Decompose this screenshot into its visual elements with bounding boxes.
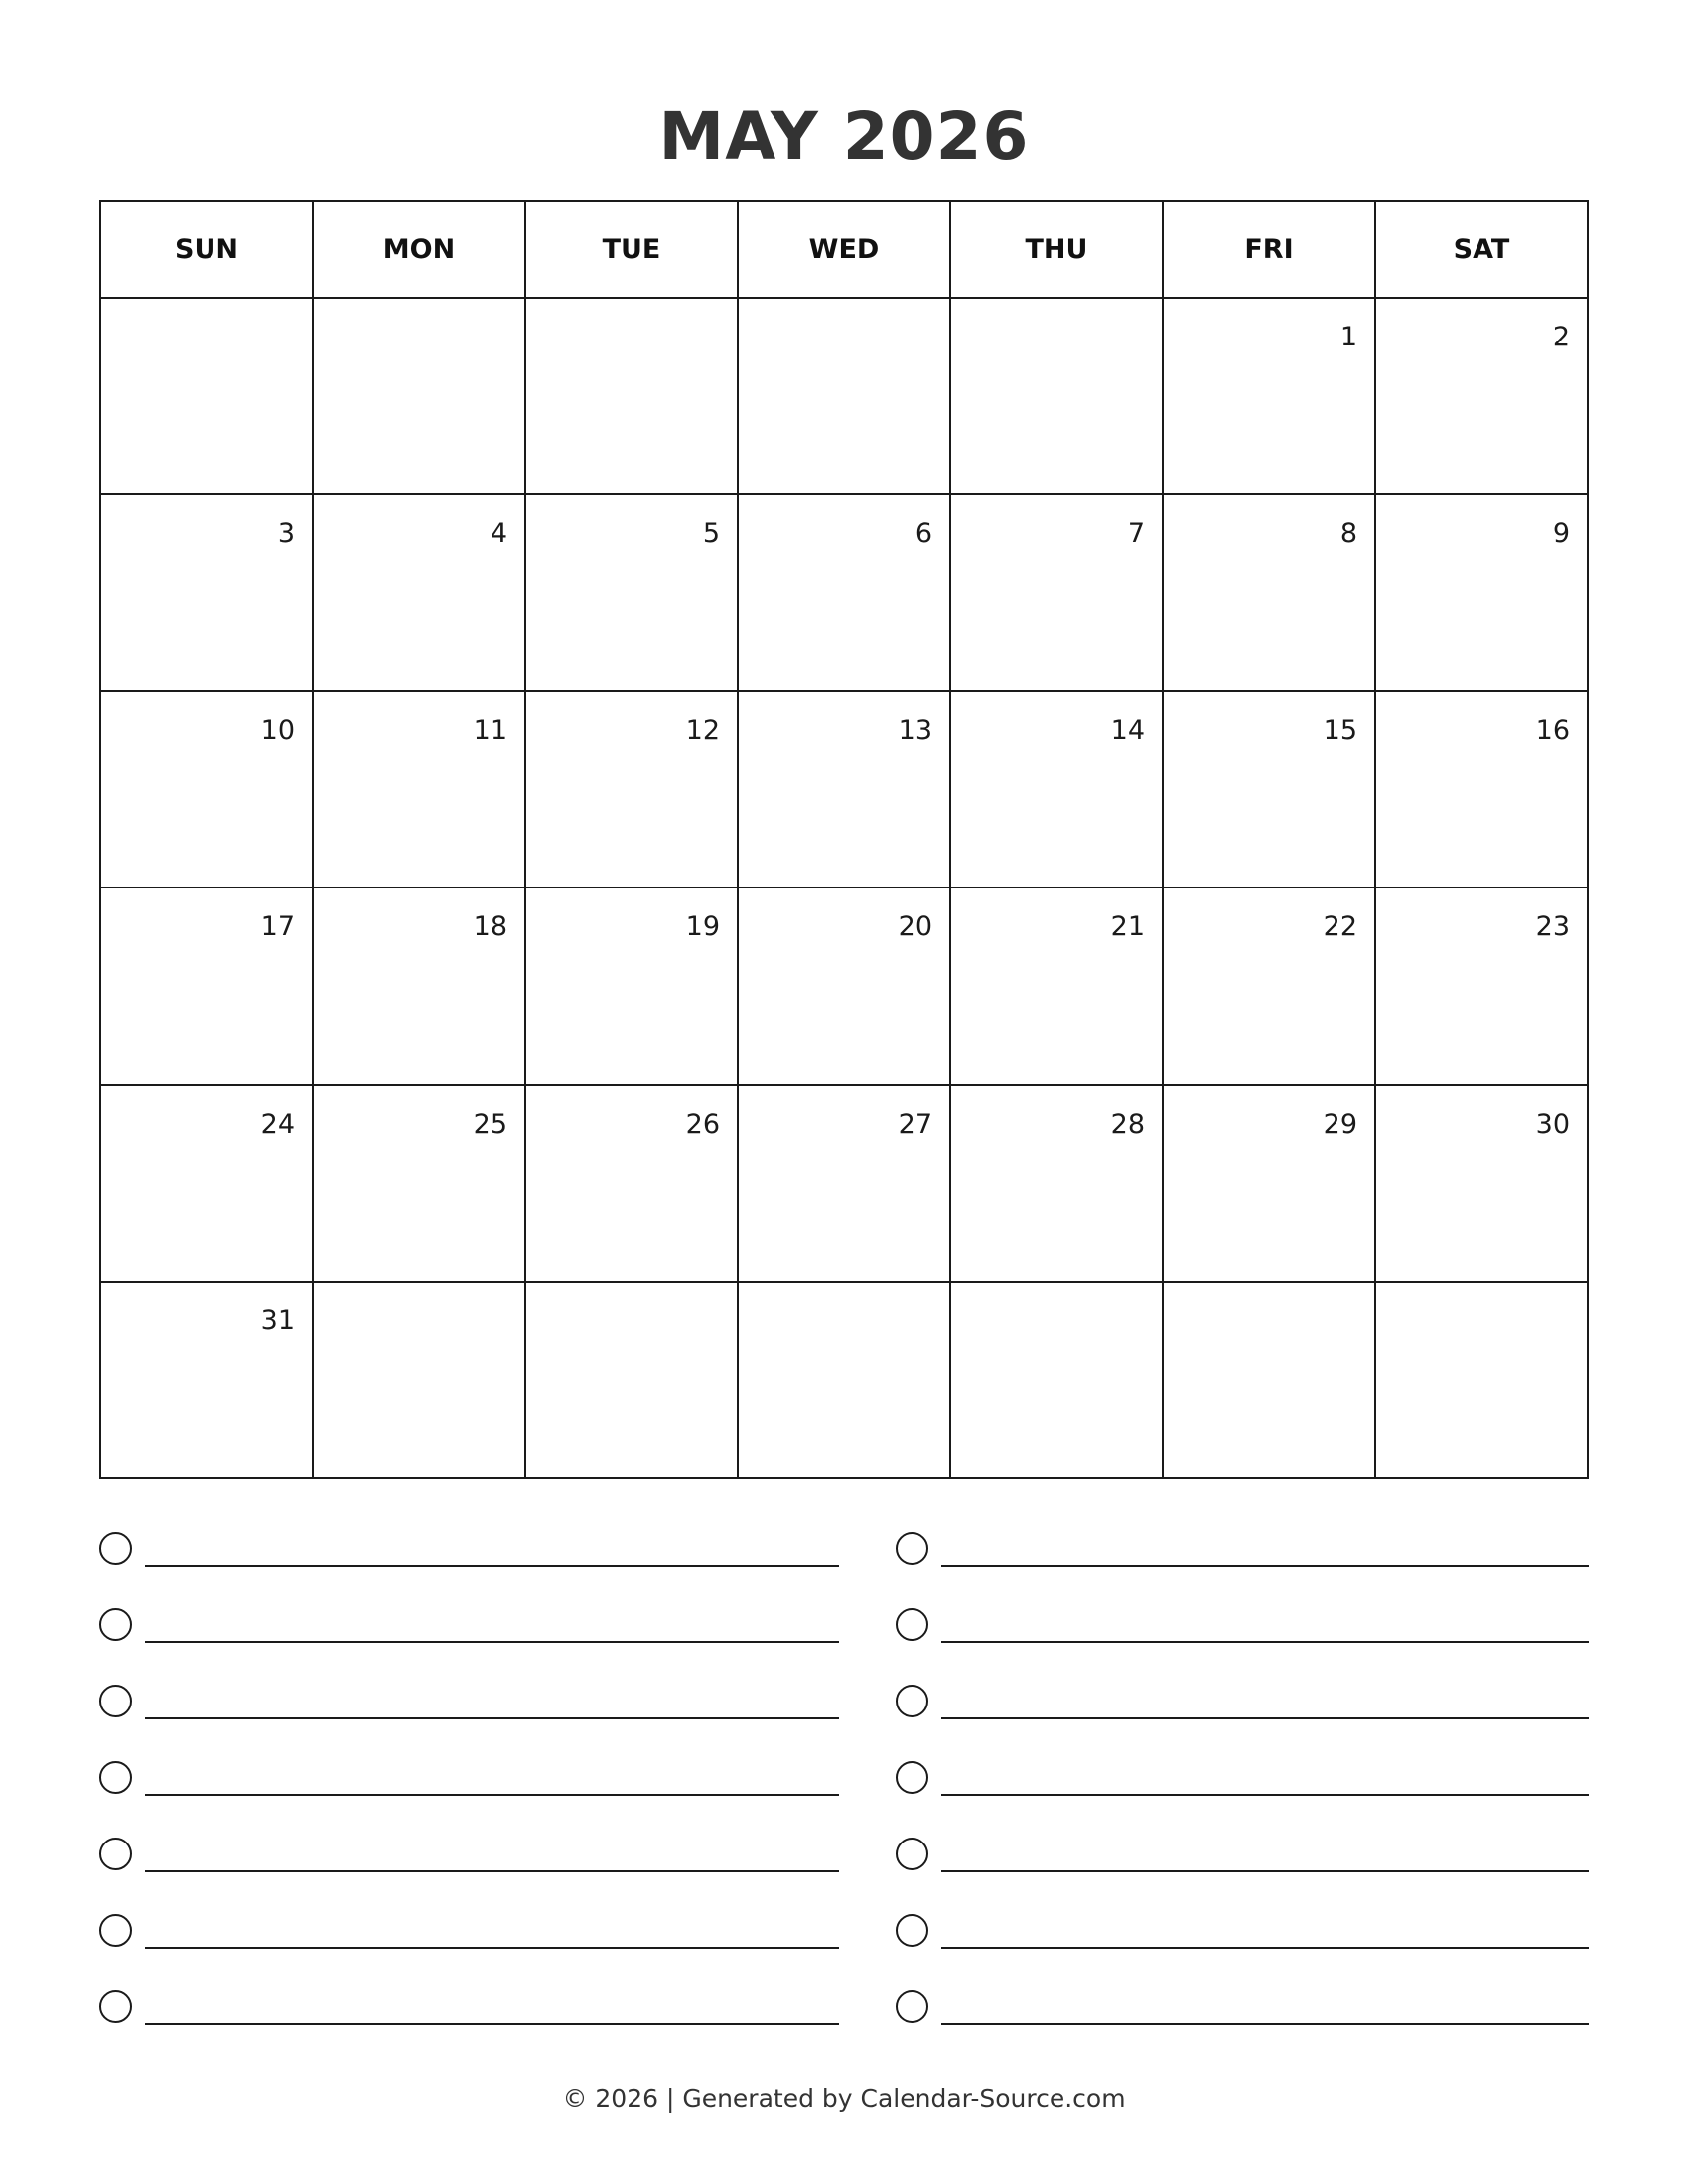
- checkbox-circle-icon[interactable]: [896, 1685, 928, 1717]
- note-row: [99, 1758, 839, 1835]
- weekday-header-thu: THU: [950, 201, 1163, 298]
- day-number: 12: [685, 715, 720, 747]
- note-line[interactable]: [941, 1641, 1589, 1643]
- day-cell: [313, 887, 525, 1084]
- day-cell: [1163, 1282, 1375, 1478]
- checkbox-circle-icon[interactable]: [99, 1532, 132, 1565]
- checkbox-circle-icon[interactable]: [99, 1761, 132, 1794]
- day-number: 8: [1339, 518, 1357, 550]
- checkbox-circle-icon[interactable]: [99, 1685, 132, 1717]
- day-cell: [313, 691, 525, 887]
- note-line[interactable]: [145, 1565, 839, 1567]
- day-number: [314, 299, 524, 321]
- day-cell: [738, 887, 950, 1084]
- weekday-header-mon: MON: [313, 201, 525, 298]
- day-number: 15: [1323, 715, 1357, 747]
- week-row-4: [100, 887, 1588, 1084]
- day-number: 10: [260, 715, 295, 747]
- checkbox-circle-icon[interactable]: [99, 1838, 132, 1870]
- day-number: [526, 299, 737, 321]
- day-cell: [1163, 887, 1375, 1084]
- weekday-header-fri: FRI: [1163, 201, 1375, 298]
- day-number: 3: [277, 518, 295, 550]
- day-cell: [313, 1085, 525, 1282]
- notes-section: [99, 1529, 1589, 2065]
- checkbox-circle-icon[interactable]: [896, 1990, 928, 2023]
- day-number: 13: [898, 715, 932, 747]
- weekday-header-sat: SAT: [1375, 201, 1588, 298]
- note-row: [896, 1682, 1589, 1758]
- day-number: 1: [1339, 322, 1357, 352]
- day-cell: [313, 1282, 525, 1478]
- day-number: 23: [1535, 911, 1570, 943]
- day-cell: [100, 1085, 313, 1282]
- note-line[interactable]: [145, 1947, 839, 1949]
- checkbox-circle-icon[interactable]: [99, 1608, 132, 1641]
- week-row-6: [100, 1282, 1588, 1478]
- day-cell: [1375, 887, 1588, 1084]
- day-number: 11: [473, 715, 507, 747]
- note-row: [896, 1605, 1589, 1682]
- day-cell: [738, 298, 950, 494]
- day-number: 22: [1323, 911, 1357, 943]
- day-number: [1164, 1283, 1374, 1304]
- day-number: 21: [1110, 911, 1145, 943]
- day-number: 31: [260, 1304, 295, 1336]
- checkbox-circle-icon[interactable]: [896, 1914, 928, 1947]
- day-cell: [1375, 691, 1588, 887]
- day-number: 4: [490, 518, 507, 550]
- day-cell: [1163, 494, 1375, 691]
- notes-column-left: [99, 1529, 839, 2064]
- month-calendar-grid: [99, 200, 1589, 1479]
- day-cell: [313, 298, 525, 494]
- day-cell: [1375, 494, 1588, 691]
- note-row: [896, 1911, 1589, 1987]
- day-number: 28: [1110, 1108, 1145, 1140]
- note-line[interactable]: [941, 2023, 1589, 2025]
- day-cell: [1163, 691, 1375, 887]
- checkbox-circle-icon[interactable]: [99, 1990, 132, 2023]
- weekday-header-sun: SUN: [100, 201, 313, 298]
- note-row: [896, 1835, 1589, 1911]
- day-number: 18: [473, 911, 507, 943]
- note-row: [99, 1605, 839, 1682]
- day-cell: [525, 298, 738, 494]
- page-title: MAY 2026: [658, 98, 1030, 175]
- day-number: 24: [260, 1108, 295, 1140]
- week-row-1: [100, 298, 1588, 494]
- day-number: 26: [685, 1108, 720, 1140]
- day-number: [951, 1283, 1162, 1304]
- note-line[interactable]: [941, 1794, 1589, 1796]
- day-number: 25: [473, 1108, 507, 1140]
- weekday-header-row: [100, 201, 1588, 298]
- day-cell: [950, 1085, 1163, 1282]
- day-cell: [525, 1282, 738, 1478]
- weekday-header-tue: TUE: [525, 201, 738, 298]
- weekday-header-wed: WED: [738, 201, 950, 298]
- footer-credit: © 2026 | Generated by Calendar-Source.com: [562, 2084, 1126, 2113]
- day-number: [314, 1283, 524, 1304]
- day-cell: [525, 1085, 738, 1282]
- day-cell: [950, 494, 1163, 691]
- note-line[interactable]: [145, 2023, 839, 2025]
- note-row: [896, 1987, 1589, 2064]
- day-number: 5: [702, 518, 720, 550]
- day-number: 19: [685, 911, 720, 943]
- day-cell: [313, 494, 525, 691]
- day-number: [739, 1283, 949, 1304]
- note-row: [896, 1758, 1589, 1835]
- day-cell: [1375, 1085, 1588, 1282]
- note-row: [99, 1987, 839, 2064]
- day-number: 29: [1323, 1108, 1357, 1140]
- day-cell: [738, 691, 950, 887]
- note-line[interactable]: [941, 1870, 1589, 1872]
- day-cell: [738, 1085, 950, 1282]
- note-line[interactable]: [145, 1870, 839, 1872]
- week-row-2: [100, 494, 1588, 691]
- day-cell: [100, 1282, 313, 1478]
- day-number: 20: [898, 911, 932, 943]
- note-row: [99, 1835, 839, 1911]
- week-row-5: [100, 1085, 1588, 1282]
- day-number: 7: [1127, 518, 1145, 550]
- day-cell: [1163, 1085, 1375, 1282]
- notes-column-right: [896, 1529, 1589, 2064]
- day-cell: [950, 298, 1163, 494]
- day-cell: [1375, 298, 1588, 494]
- day-cell: [1375, 1282, 1588, 1478]
- checkbox-circle-icon[interactable]: [896, 1532, 928, 1565]
- day-cell: [525, 494, 738, 691]
- day-cell: [1163, 298, 1375, 494]
- day-number: 9: [1552, 518, 1570, 550]
- day-cell: [100, 494, 313, 691]
- day-number: 16: [1535, 715, 1570, 747]
- day-cell: [525, 887, 738, 1084]
- day-number: [101, 299, 312, 321]
- day-cell: [100, 691, 313, 887]
- day-number: 30: [1535, 1108, 1570, 1140]
- day-number: [951, 299, 1162, 321]
- note-line[interactable]: [145, 1641, 839, 1643]
- note-line[interactable]: [941, 1947, 1589, 1949]
- day-number: 17: [260, 911, 295, 943]
- day-cell: [950, 691, 1163, 887]
- day-number: 6: [914, 518, 932, 550]
- note-line[interactable]: [145, 1717, 839, 1719]
- checkbox-circle-icon[interactable]: [896, 1608, 928, 1641]
- note-row: [99, 1529, 839, 1605]
- note-row: [896, 1529, 1589, 1605]
- note-line[interactable]: [145, 1794, 839, 1796]
- day-cell: [100, 298, 313, 494]
- day-cell: [950, 1282, 1163, 1478]
- checkbox-circle-icon[interactable]: [99, 1914, 132, 1947]
- day-cell: [738, 494, 950, 691]
- day-number: 27: [898, 1108, 932, 1140]
- note-row: [99, 1682, 839, 1758]
- day-cell: [738, 1282, 950, 1478]
- day-number: [526, 1283, 737, 1304]
- checkbox-circle-icon[interactable]: [896, 1761, 928, 1794]
- note-line[interactable]: [941, 1717, 1589, 1719]
- day-number: 2: [1552, 322, 1570, 352]
- day-cell: [100, 887, 313, 1084]
- note-row: [99, 1911, 839, 1987]
- day-cell: [950, 887, 1163, 1084]
- day-cell: [525, 691, 738, 887]
- checkbox-circle-icon[interactable]: [896, 1838, 928, 1870]
- day-number: 14: [1110, 715, 1145, 747]
- week-row-3: [100, 691, 1588, 887]
- note-line[interactable]: [941, 1565, 1589, 1567]
- day-number: [739, 299, 949, 321]
- day-number: [1376, 1283, 1587, 1304]
